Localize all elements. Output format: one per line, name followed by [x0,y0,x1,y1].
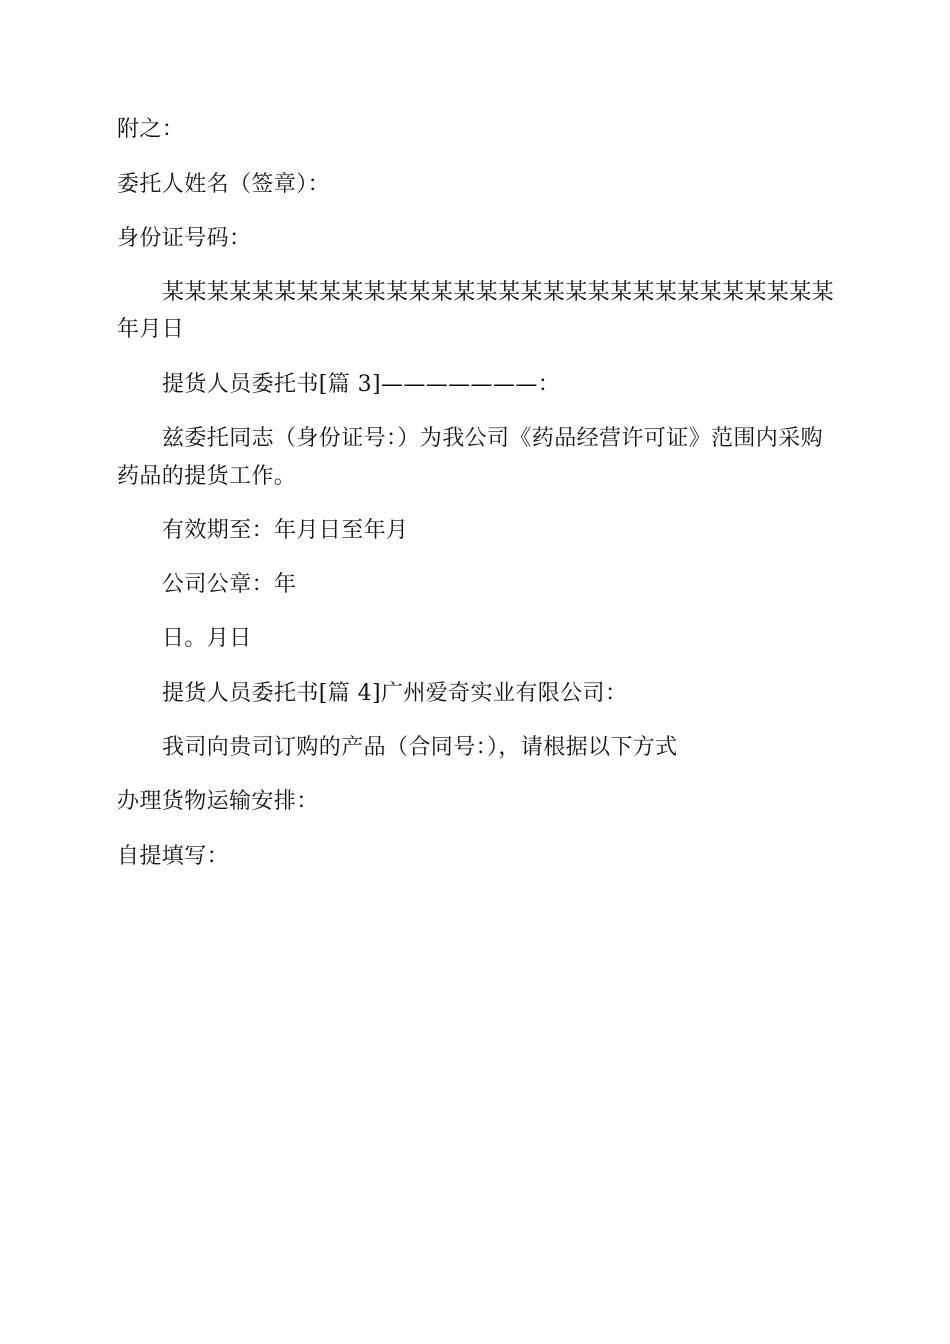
attachment-label: 附之： [117,117,185,142]
order-paragraph-line-2: 办理货物运输安排： [117,789,319,814]
date-line: 年月日 [117,317,185,342]
company-seal-line: 公司公章：年 [162,572,297,597]
day-month-line: 日。月日 [162,626,252,651]
self-pickup-label: 自提填写： [117,844,230,869]
authorization-paragraph-line-1: 兹委托同志（身份证号：）为我公司《药品经营许可证》范围内采购 [162,426,824,451]
principal-name-label: 委托人姓名（签章）： [117,172,331,197]
authorization-paragraph-line-2: 药品的提货工作。 [117,464,297,489]
placeholder-text-line: 某某某某某某某某某某某某某某某某某某某某某某某某某某某某某某 [162,280,835,305]
validity-period-line: 有效期至：年月日至年月 [162,518,409,543]
id-number-label: 身份证号码： [117,226,252,251]
order-paragraph-line-1: 我司向贵司订购的产品（合同号：），请根据以下方式 [162,735,678,760]
section-heading-4: 提货人员委托书[篇 4]广州爱奇实业有限公司： [162,681,628,706]
section-heading-3: 提货人员委托书[篇 3]———————： [162,372,561,397]
